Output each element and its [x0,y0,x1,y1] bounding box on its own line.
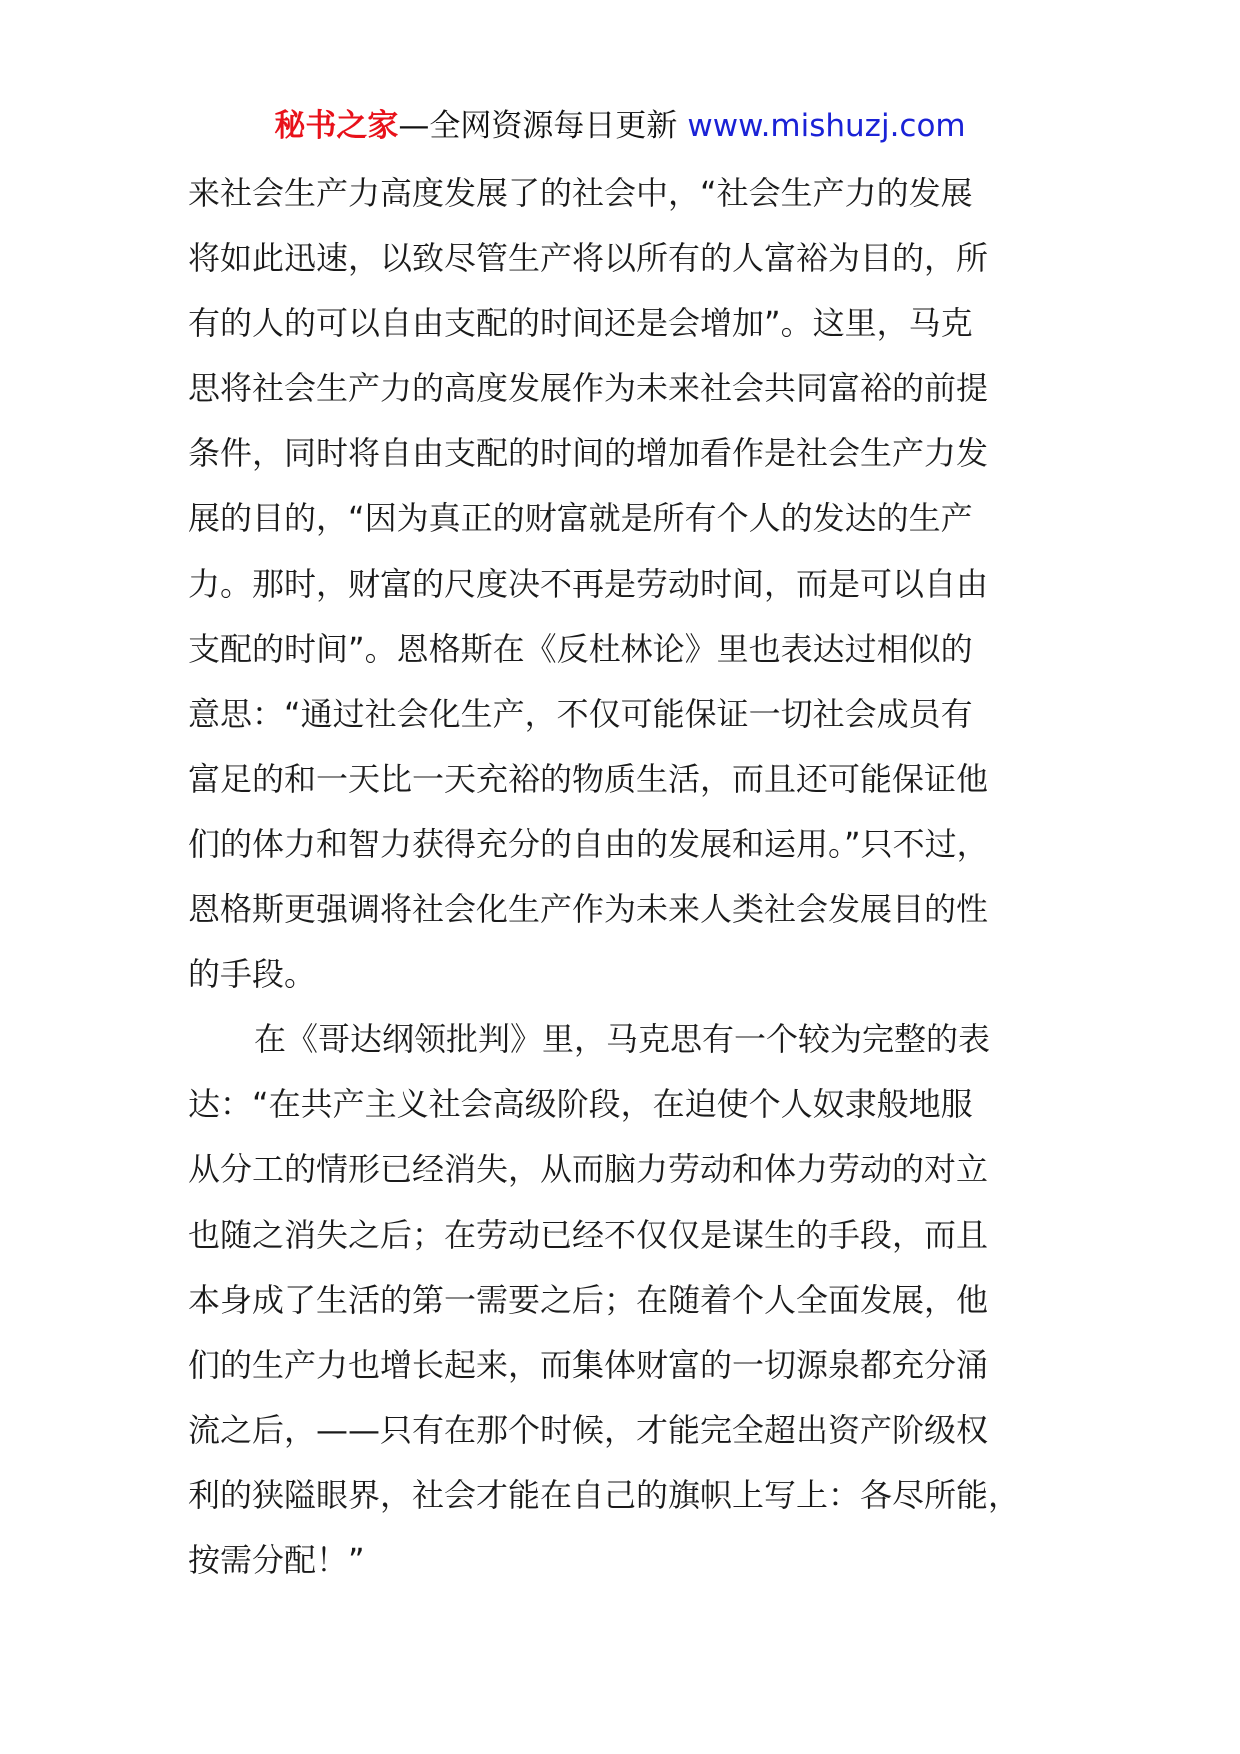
document-body [188,161,1068,1593]
page-header [0,104,1240,148]
paragraph-1-line: 支配的时间”。恩格斯在《反杜林论》里也表达过相似的 [188,629,973,668]
paragraph-1-line: 来社会生产力高度发展了的社会中，“社会生产力的发展 [188,174,973,212]
paragraph-1-line: 思将社会生产力的高度发展作为未来社会共同富裕的前提 [188,369,989,408]
header-tagline: —全网资源每日更新 [398,108,678,144]
paragraph-1-line: 的手段。 [188,955,317,994]
site-url-link[interactable]: www.mishuzj.com [687,108,966,144]
paragraph-2-line: 们的生产力也增长起来，而集体财富的一切源泉都充分涌 [188,1345,989,1384]
paragraph-2-line: 利的狭隘眼界，社会才能在自己的旗帜上写上：各尽所能， [188,1475,1021,1514]
paragraph-1-line: 将如此迅速，以致尽管生产将以所有的人富裕为目的，所 [188,239,989,278]
paragraph-1-line: 恩格斯更强调将社会化生产作为未来人类社会发展目的性 [188,890,989,929]
paragraph-1-line: 意思：“通过社会化生产，不仅可能保证一切社会成员有 [188,694,973,733]
paragraph-1-line: 条件，同时将自由支配的时间的增加看作是社会生产力发 [188,434,989,473]
paragraph-1-line: 有的人的可以自由支配的时间还是会增加”。这里，马克 [188,304,973,343]
brand-name: 秘书之家 [274,108,399,144]
paragraph-1-line: 们的体力和智力获得充分的自由的发展和运用。”只不过， [188,824,989,863]
paragraph-2-line: 也随之消失之后；在劳动已经不仅仅是谋生的手段，而且 [188,1215,989,1254]
paragraph-2-line: 在《哥达纲领批判》里，马克思有一个较为完整的表 [254,1020,991,1059]
paragraph-1-line: 展的目的，“因为真正的财富就是所有个人的发达的生产 [188,499,973,538]
paragraph-1-line: 富足的和一天比一天充裕的物质生活，而且还可能保证他 [188,759,989,798]
paragraph-2-line: 流之后，——只有在那个时候，才能完全超出资产阶级权 [188,1410,989,1449]
paragraph-2-line: 本身成了生活的第一需要之后；在随着个人全面发展，他 [188,1280,989,1319]
paragraph-1-line: 力。那时，财富的尺度决不再是劳动时间，而是可以自由 [188,564,989,603]
paragraph-2-line: 从分工的情形已经消失，从而脑力劳动和体力劳动的对立 [188,1150,989,1189]
paragraph-2-line: 按需分配！” [188,1540,365,1579]
paragraph-2-line: 达：“在共产主义社会高级阶段，在迫使个人奴隶般地服 [188,1085,973,1124]
